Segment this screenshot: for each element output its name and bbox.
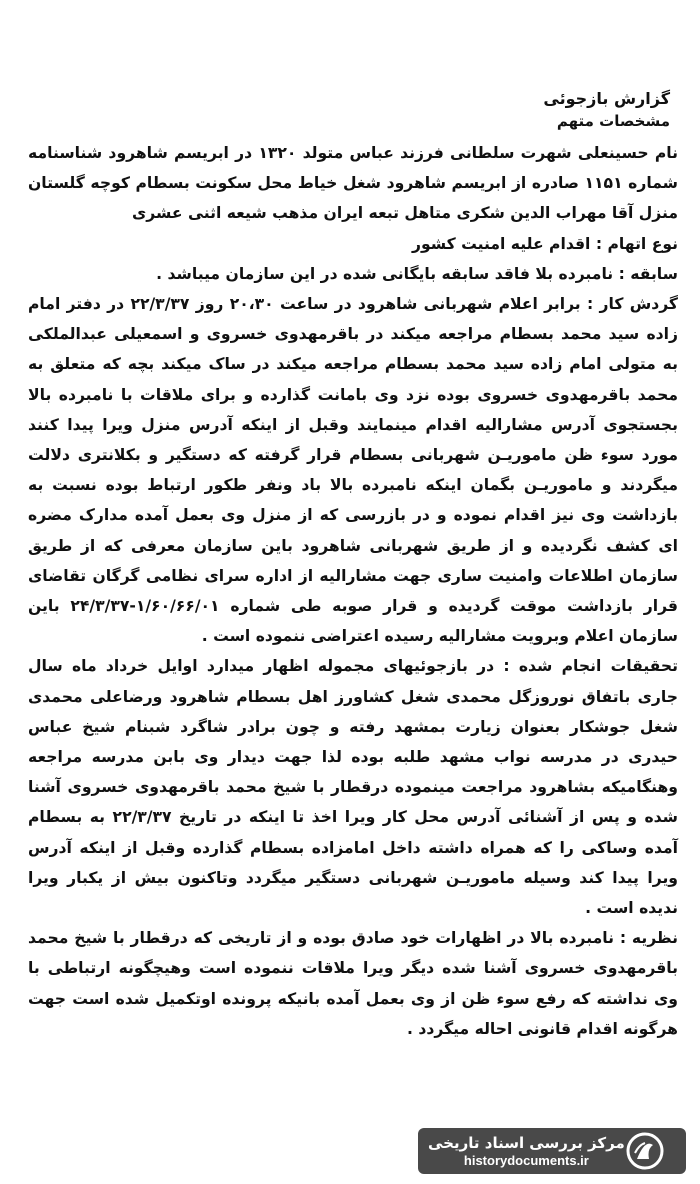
report-subtitle: مشخصات متهم [556, 112, 670, 130]
summary-label: گردش کار : [586, 295, 678, 314]
charge-line [28, 229, 678, 259]
archive-logo-icon [625, 1131, 665, 1171]
investigation-text: در بازجوئیهای مجموله اظهار میدارد اوایل خرداد ماه سال جاری باتفاق نوروزگل محمدی شغل کشاورز اهل بسطام شاهرود ورضاعلی محمدی شغل جوشکار بعنوان زیارت بمشهد رفته و چون برادر شاگرد شبنام شیخ عباس حیدری در مدرسه نواب مشهد طلبه بوده لذا جهت دیدار وی بابن مدرسه مراجعه وهنگامیکه بشاهرود مراجعت مینموده درقطار با شیخ محمد باقرمهدوی خسروی آشنا شده و پس از آشنائی آدرس محل کار ویرا اخذ تا اینکه در تاریخ ۲۲/۳/۳۷ به بسطام آمده وساکی را که همراه داشته داخل امامزاده بسطام گذارده وقبل از اینکه آدرس ویرا پیدا کند وسیله ماموریـن شهربانی دستگیر میگردد وتاکنون بیش از یکبار ویرا ندیده است . [28, 657, 678, 918]
investigation-paragraph [28, 651, 678, 923]
watermark-arabic: مرکز بررسی اسناد تاریخی [428, 1134, 625, 1152]
investigation-label: تحقیقات انجام شده : [503, 657, 678, 676]
opinion-label: نظریه : [619, 929, 678, 948]
watermark-url: historydocuments.ir [463, 1153, 589, 1168]
record-label: سابقه : [618, 264, 678, 283]
summary-paragraph [28, 289, 678, 651]
interrogation-report [28, 88, 678, 1044]
charge-label: نوع اتهام : [595, 234, 678, 253]
summary-text: برابر اعلام شهربانی شاهرود در ساعت ۲۰،۳۰ روز ۲۲/۳/۳۷ در دفتر امام زاده سید محمد بسطام مراجعه میکند در باقرمهدوی خسروی و اسمعیلی عبدالملکی به متولی امام زاده سید محمد بسطام مراجعه میکند در ساک میکند بچه که متعلق به محمد باقرمهدوی خسروی بوده نزد وی بامانت گذارده و برای ملاقات با نامبرده بالا بجستجوی آدرس مشارالیه اقدام مینمایند وقبل از اینکه آدرس منزل ویرا پیدا کنند مورد سوء ظن ماموریـن شهربانی بسطام قرار گرفته که دستگیر و بکلانتری دلالت میگردند و ماموریـن بگمان اینکه نامبرده بالا باد ونفر طکور ارتباط بوده نسبت به بازداشت وی نیز اقدام نموده و در بازرسی که از منزل وی بعمل آمده مدارک مضره ای کشف نگردیده و از طریق شهربانی شاهرود باین سازمان معرفی که از طریق سازمان اطلاعات وامنیت ساری جهت مشارالیه از اداره سرای نظامی گرگان تقاضای قرار بازداشت موقت گردیده و قرار صوبه طی شماره ۱/۶۰/۶۶/۰۱-۲۴/۳/۳۷ باین سازمان اعلام وبرویت مشارالیه رسیده اعتراضی ننموده است . [28, 295, 678, 646]
opinion-paragraph [28, 923, 678, 1044]
record-line [28, 259, 678, 289]
charge-text: اقدام علیه امنیت کشور [411, 234, 591, 253]
opinion-text: نامبرده بالا در اظهارات خود صادق بوده و از تاریخی که درقطار با شیخ محمد باقرمهدوی خسروی آشنا شده دیگر ویرا ملاقات ننموده است وهیچگونه ارتباطی با وی نداشته که رفع سوء ظن از وی بعمل آمده بانیکه پرونده اوتکمیل شده است جهت هرگونه اقدام قانونی احاله میگردد . [28, 929, 678, 1038]
defendant-identity: نام حسینعلی شهرت سلطانی فرزند عباس متولد ۱۳۲۰ در ابریسم شاهرود شناسنامه شماره ۱۱۵۱ صادره از ابریسم شاهرود شغل خیاط محل سکونت بسطام کوچه گلستان منزل آقا مهراب الدین شکری متاهل تبعه ایران مذهب شیعه اثنی عشری [28, 144, 678, 223]
record-text: نامبرده بلا فاقد سابقه بایگانی شده در این سازمان میباشد . [156, 264, 614, 283]
watermark-text [428, 1133, 625, 1169]
watermark [418, 1128, 686, 1174]
report-title: گزارش بازجوئی [543, 89, 670, 108]
